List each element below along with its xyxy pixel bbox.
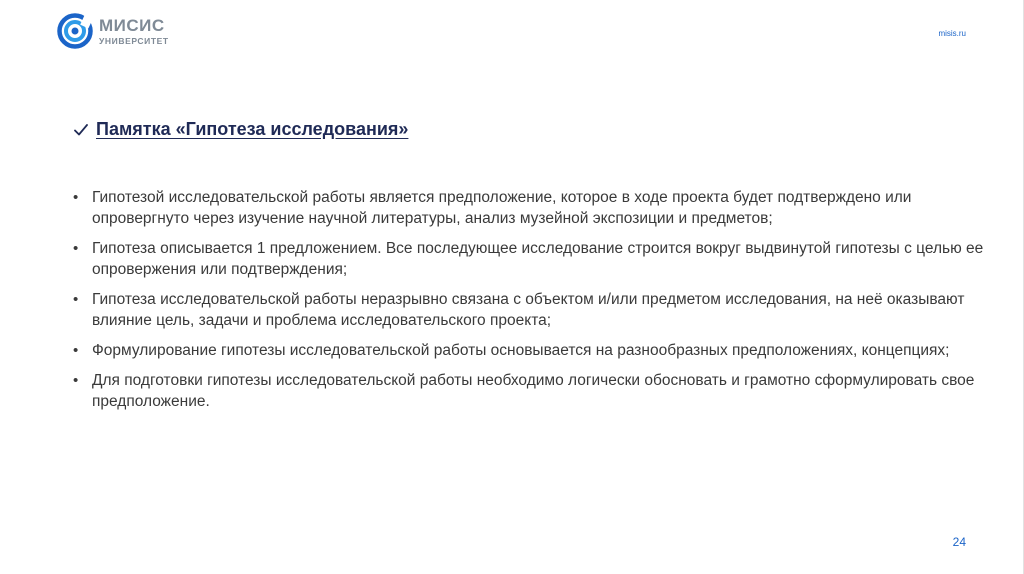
check-icon: [73, 122, 89, 138]
bullet-item: [73, 289, 993, 331]
page-number: 24: [952, 535, 966, 549]
bullet-text: Гипотеза исследовательской работы неразрывно связана с объектом и/или предметом исследования, на неё оказывают влияние цель, задачи и проблема исследовательского проекта;: [92, 291, 965, 329]
logo-title: МИСИС: [99, 15, 165, 35]
logo-text: [99, 17, 169, 46]
misis-logo: [57, 13, 169, 49]
bullet-text: Гипотезой исследовательской работы является предположение, которое в ходе проекта будет подтверждено или опровергнуто через изучение научной литературы, анализ музейной экспозиции и предметов;: [92, 189, 912, 227]
bullet-icon: •: [73, 372, 79, 389]
logo-subtitle: УНИВЕРСИТЕТ: [99, 35, 169, 46]
bullet-item: [73, 370, 993, 412]
site-url[interactable]: misis.ru: [938, 29, 966, 38]
bullet-icon: •: [73, 189, 79, 206]
bullet-text: Формулирование гипотезы исследовательской работы основывается на разнообразных предположениях, концепциях;: [92, 342, 950, 359]
bullet-item: [73, 238, 993, 280]
heading-title: Памятка «Гипотеза исследования»: [96, 119, 409, 139]
bullet-icon: •: [73, 291, 79, 308]
bullet-text: Для подготовки гипотезы исследовательской работы необходимо логически обосновать и грамотно сформулировать свое предположение.: [92, 372, 975, 410]
bullet-list: [73, 187, 993, 421]
bullet-item: [73, 187, 993, 229]
bullet-icon: •: [73, 342, 79, 359]
bullet-item: [73, 340, 993, 361]
misis-logo-icon: [57, 13, 93, 49]
bullet-icon: •: [73, 240, 79, 257]
slide-heading: [73, 119, 408, 140]
bullet-text: Гипотеза описывается 1 предложением. Все последующее исследование строится вокруг выдвинутой гипотезы с целью ее опровержения или подтверждения;: [92, 240, 984, 278]
